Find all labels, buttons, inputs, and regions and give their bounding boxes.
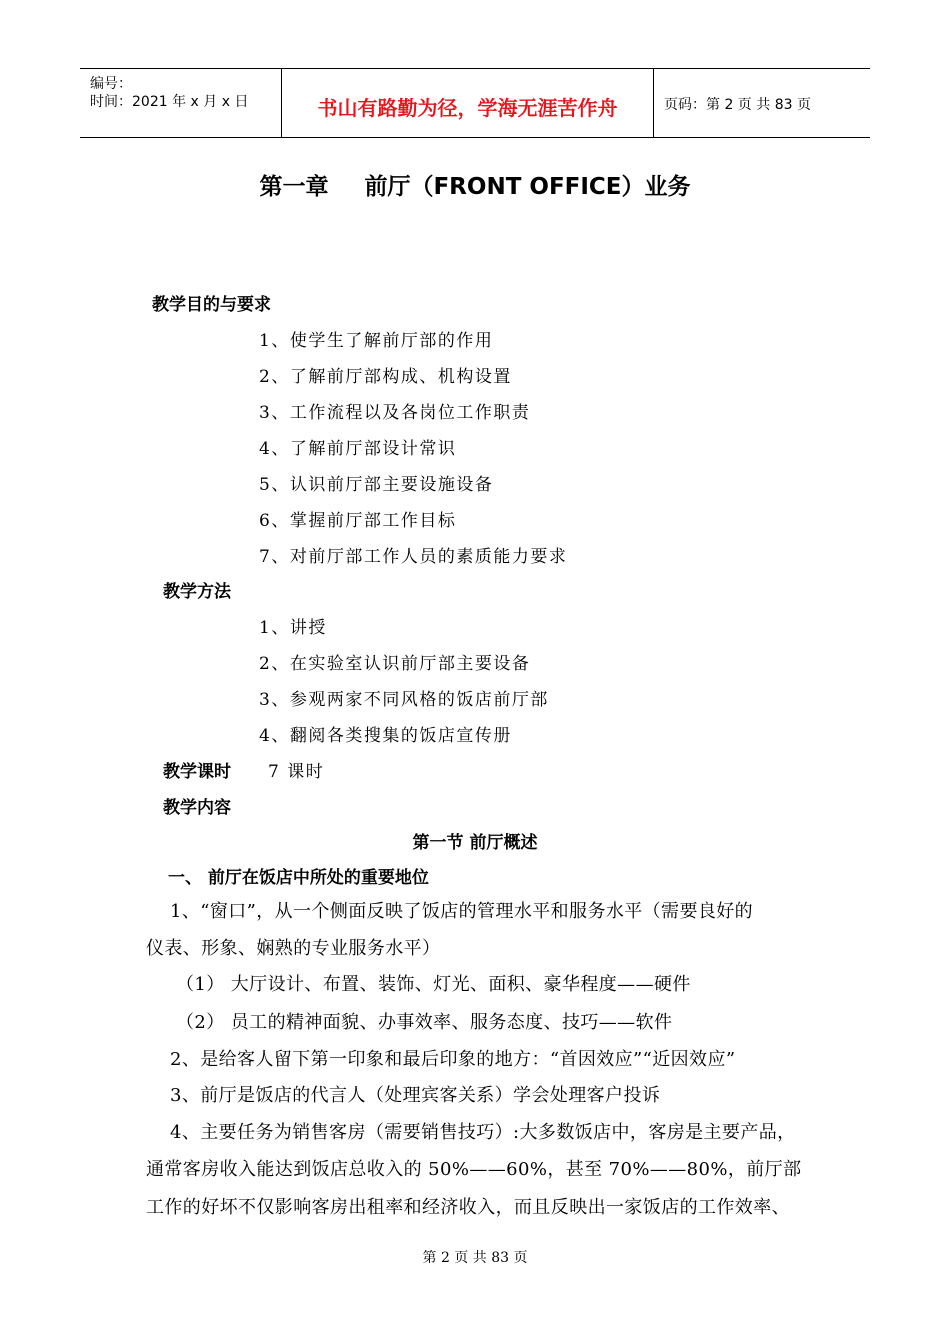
page-footer: 第 2 页 共 83 页: [422, 1250, 528, 1266]
body-line: 4、主要任务为销售客房（需要销售技巧）:大多数饭店中，客房是主要产品，: [170, 1122, 796, 1143]
header-motto-cell: [282, 69, 654, 137]
hours-value: 7 课时: [268, 762, 325, 782]
hours-heading: 教学课时: [163, 762, 231, 782]
body-line: 仪表、形象、娴熟的专业服务水平）: [146, 938, 441, 959]
method-item: 3、参观两家不同风格的饭店前厅部: [259, 690, 549, 710]
objective-item: 1、使学生了解前厅部的作用: [259, 331, 494, 351]
objective-item: 7、对前厅部工作人员的素质能力要求: [259, 547, 568, 567]
objective-item: 6、掌握前厅部工作目标: [259, 511, 457, 531]
body-line: （2） 员工的精神面貌、办事效率、服务态度、技巧——软件: [176, 1012, 673, 1033]
objectives-heading: 教学目的与要求: [152, 295, 271, 315]
objective-item: 5、认识前厅部主要设施设备: [259, 475, 494, 495]
motto: 书山有路勤为径，学海无涯苦作舟: [317, 96, 618, 120]
date-label: 时间：2021 年 x 月 x 日: [90, 94, 249, 110]
chapter-number: 第一章: [259, 174, 329, 200]
header-page-cell: [654, 69, 870, 137]
number-label: 编号：: [90, 76, 132, 92]
method-item: 2、在实验室认识前厅部主要设备: [259, 654, 531, 674]
body-line: 3、前厅是饭店的代言人（处理宾客关系）学会处理客户投诉: [170, 1085, 661, 1106]
objective-item: 2、了解前厅部构成、机构设置: [259, 367, 512, 387]
method-item: 4、翻阅各类搜集的饭店宣传册: [259, 726, 512, 746]
method-item: 1、讲授: [259, 618, 327, 638]
header-meta-cell: [80, 69, 282, 137]
section-title: 第一节 前厅概述: [412, 833, 538, 853]
body-line: （1） 大厅设计、布置、装饰、灯光、面积、豪华程度——硬件: [176, 974, 691, 995]
methods-heading: 教学方法: [163, 582, 231, 602]
chapter-title: [0, 168, 950, 201]
body-line: 1、“窗口”，从一个侧面反映了饭店的管理水平和服务水平（需要良好的: [170, 901, 754, 922]
body-line: 通常客房收入能达到饭店总收入的 50%——60%，甚至 70%——80%，前厅部: [146, 1159, 802, 1180]
objective-item: 3、工作流程以及各岗位工作职责: [259, 403, 531, 423]
header-table: [80, 68, 870, 138]
chapter-name: 前厅（FRONT OFFICE）业务: [364, 174, 691, 200]
page-info: 页码：第 2 页 共 83 页: [664, 97, 811, 113]
body-line: 工作的好坏不仅影响客房出租率和经济收入，而且反映出一家饭店的工作效率、: [146, 1197, 790, 1218]
content-heading: 教学内容: [163, 798, 231, 818]
body-line: 2、是给客人留下第一印象和最后印象的地方：“首因效应”“近因效应”: [170, 1049, 736, 1070]
subsection-title: 一、 前厅在饭店中所处的重要地位: [168, 868, 429, 888]
objective-item: 4、了解前厅部设计常识: [259, 439, 457, 459]
